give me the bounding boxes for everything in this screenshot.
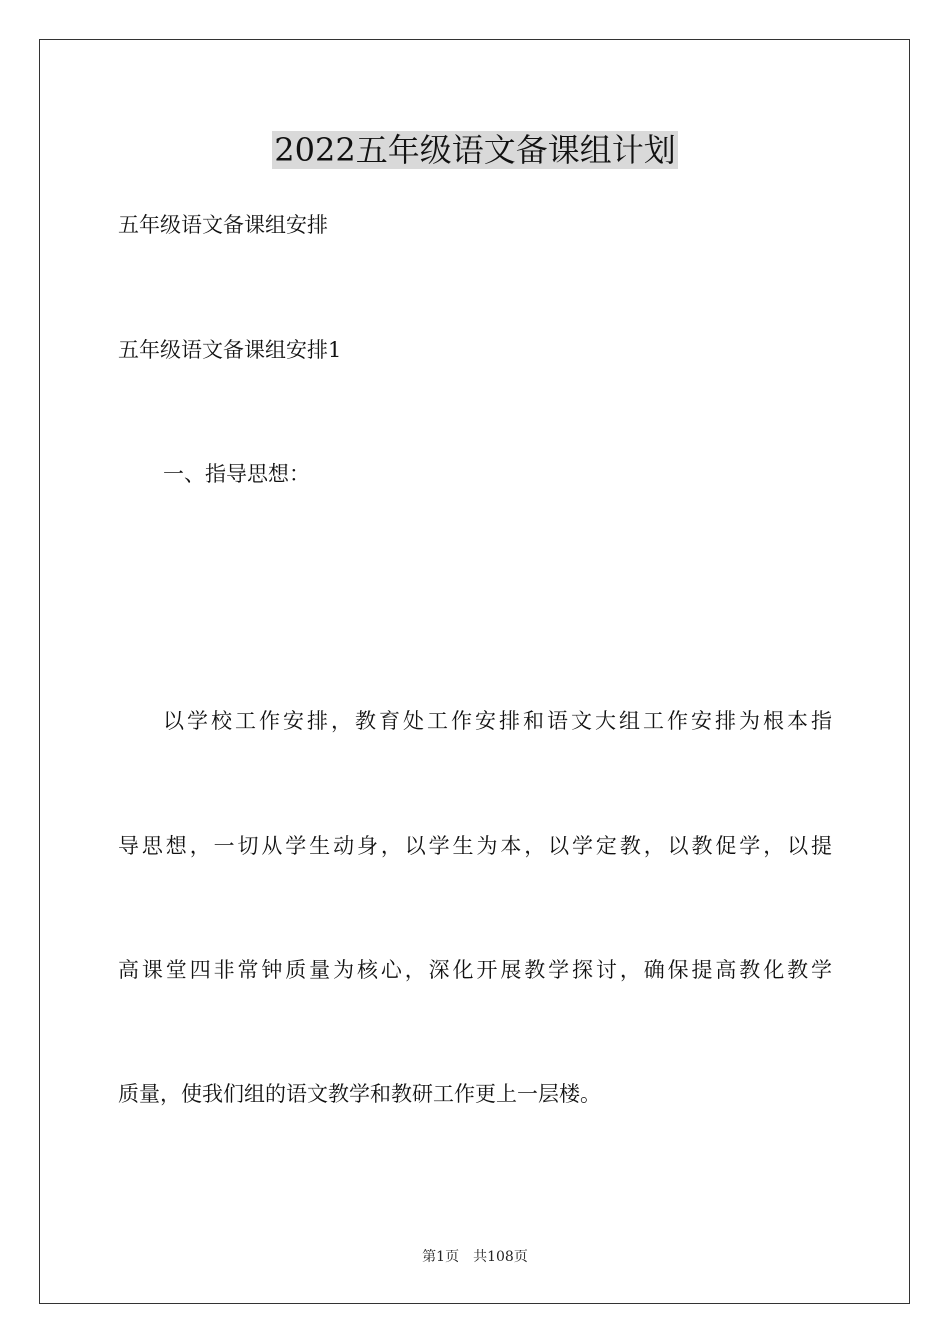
subtitle: 五年级语文备课组安排 — [118, 213, 328, 237]
paragraph-line: 以学校工作安排，教育处工作安排和语文大组工作安排为根本指 — [163, 709, 832, 733]
paragraph-line: 导思想，一切从学生动身，以学生为本，以学定教，以教促学，以提 — [118, 834, 832, 858]
item-heading: 一、指导思想： — [163, 462, 310, 486]
document-title — [0, 128, 950, 172]
section-heading: 五年级语文备课组安排1 — [118, 338, 342, 362]
page-footer — [0, 1247, 950, 1267]
title-text: 2022五年级语文备课组计划 — [274, 131, 676, 169]
paragraph-line: 高课堂四非常钟质量为核心，深化开展教学探讨，确保提高教化教学 — [118, 958, 832, 982]
page-total: 共108页 — [473, 1249, 528, 1265]
paragraph-line: 质量，使我们组的语文教学和教研工作更上一层楼。 — [118, 1082, 601, 1106]
page-number: 第1页 — [422, 1249, 460, 1265]
